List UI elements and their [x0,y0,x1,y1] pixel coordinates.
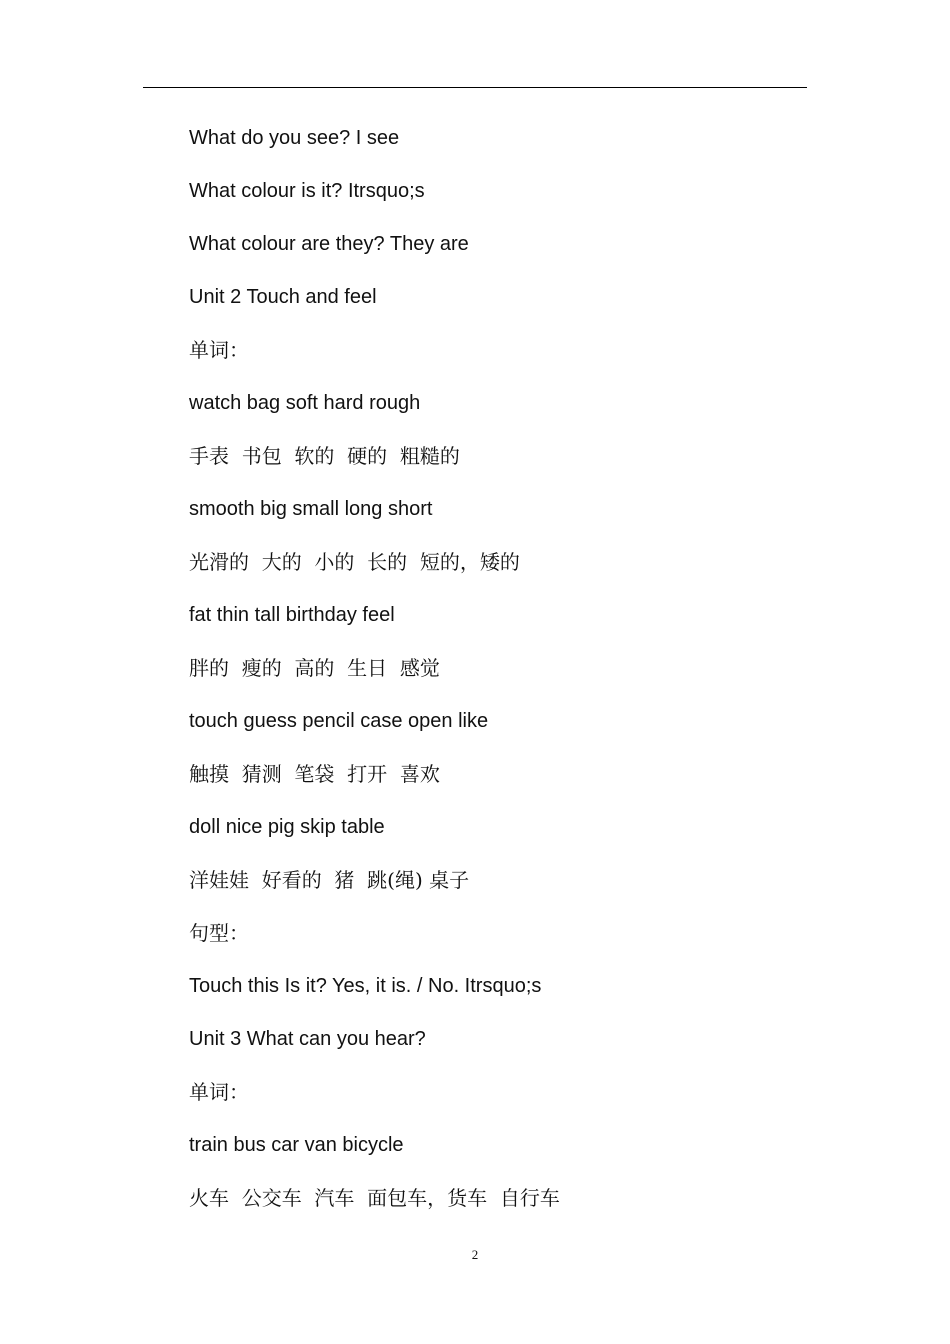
page-number: 2 [471,1247,479,1262]
unit-heading: Unit 3 What can you hear? [189,1028,426,1050]
text-line: 洋娃娃 好看的 猪 跳(绳) 桌子 [189,868,470,892]
text-line: Touch this Is it? Yes, it is. / No. Itrsquo;s [189,975,542,997]
section-label-words: 单词： [189,338,249,362]
text-line: What colour is it? Itrsquo;s [189,180,425,202]
section-label-sentences: 句型： [189,921,249,945]
text-line: touch guess pencil case open like [189,710,489,732]
text-line: What do you see? I see [189,127,400,149]
section-label-words: 单词： [189,1080,249,1104]
text-line: train bus car van bicycle [189,1134,404,1156]
text-line: 胖的 瘦的 高的 生日 感觉 [189,656,440,680]
text-line: 手表 书包 软的 硬的 粗糙的 [189,444,460,468]
document-body [189,120,809,1233]
header-rule [143,87,807,88]
unit-heading: Unit 2 Touch and feel [189,286,377,308]
text-line: 触摸 猜测 笔袋 打开 喜欢 [189,762,440,786]
text-line: 光滑的 大的 小的 长的 短的，矮的 [189,550,520,574]
text-line: 火车 公交车 汽车 面包车，货车 自行车 [189,1186,560,1210]
text-line: watch bag soft hard rough [189,392,421,414]
text-line: doll nice pig skip table [189,816,385,838]
text-line: smooth big small long short [189,498,433,520]
text-line: What colour are they? They are [189,233,469,255]
text-line: fat thin tall birthday feel [189,604,395,626]
